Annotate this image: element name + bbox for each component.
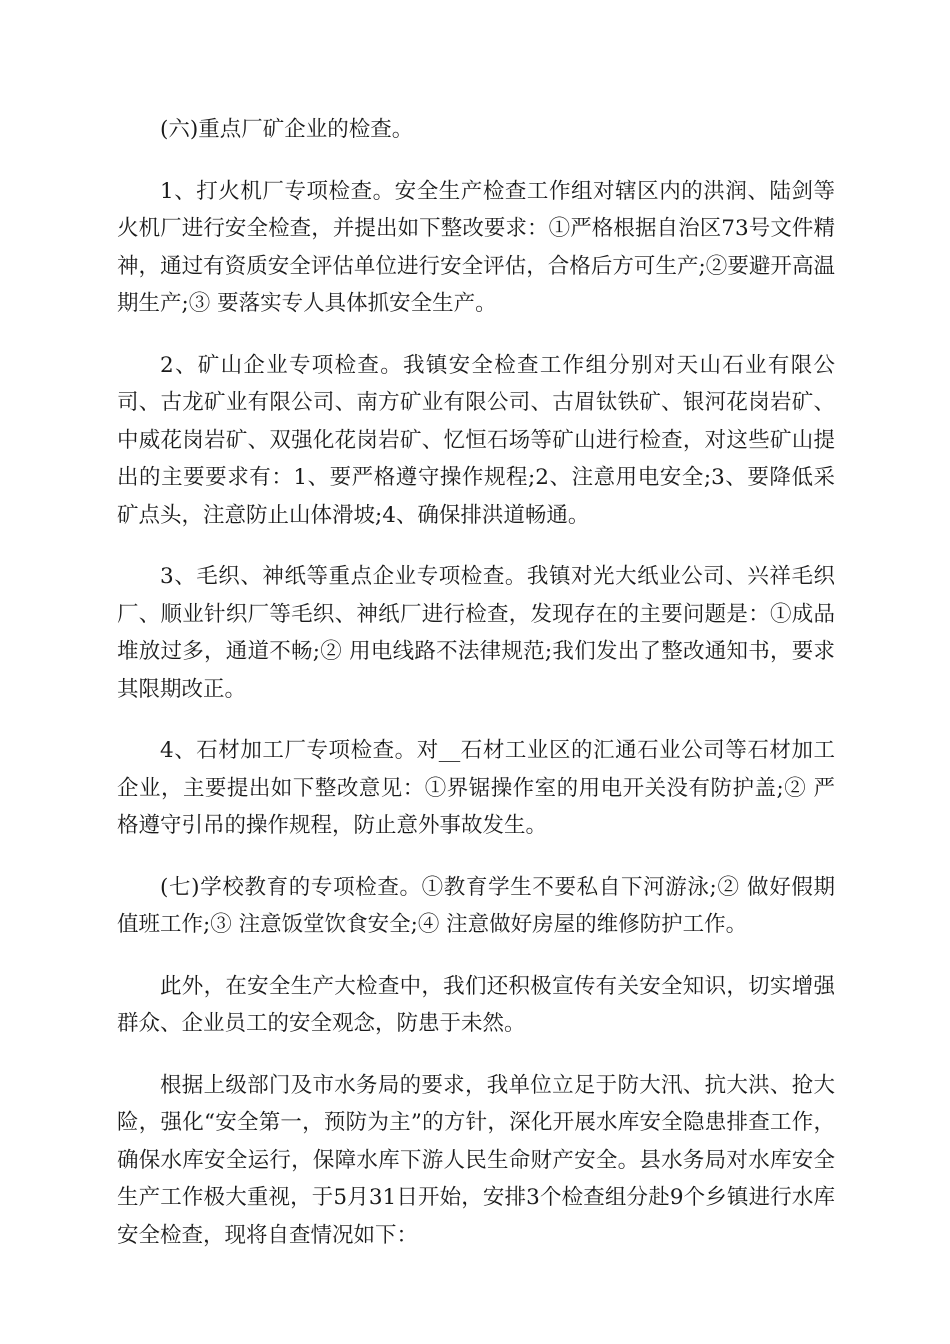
paragraph-textile-paper-inspection: 3、毛织、神纸等重点企业专项检查。我镇对光大纸业公司、兴祥毛织厂、顺业针织厂等毛织、神纸厂进行检查，发现存在的主要问题是：①成品堆放过多，通道不畅;② 用电线路不法律规范;我们发出了整改通知书，要求其限期改正。 xyxy=(117,564,835,702)
paragraph-reservoir-inspection: 根据上级部门及市水务局的要求，我单位立足于防大汛、抗大洪、抢大险，强化“安全第一，预防为主”的方针，深化开展水库安全隐患排查工作，确保水库安全运行，保障水库下游人民生命财产安全。县水务局对水库安全生产工作极大重视，于5月31日开始，安排3个检查组分赴9个乡镇进行水库安全检查，现将自查情况如下： xyxy=(117,1072,835,1248)
paragraph-stone-processing-inspection: 4、石材加工厂专项检查。对__石材工业区的汇通石业公司等石材加工企业，主要提出如下整改意见：①界锯操作室的用电开关没有防护盖;② 严格遵守引吊的操作规程，防止意外事故发生。 xyxy=(117,738,835,838)
document-body xyxy=(117,111,835,1278)
paragraph-safety-publicity: 此外，在安全生产大检查中，我们还积极宣传有关安全知识，切实增强群众、企业员工的安全观念，防患于未然。 xyxy=(117,973,835,1036)
paragraph-mining-inspection: 2、矿山企业专项检查。我镇安全检查工作组分别对天山石业有限公司、古龙矿业有限公司、南方矿业有限公司、古眉钛铁矿、银河花岗岩矿、中威花岗岩矿、双强化花岗岩矿、忆恒石场等矿山进行检查，对这些矿山提出的主要要求有：1、要严格遵守操作规程;2、注意用电安全;3、要降低采矿点头，注意防止山体滑坡;4、确保排洪道畅通。 xyxy=(117,352,835,528)
paragraph-lighter-factory-inspection: 1、打火机厂专项检查。安全生产检查工作组对辖区内的洪润、陆剑等火机厂进行安全检查，并提出如下整改要求：①严格根据自治区73号文件精神，通过有资质安全评估单位进行安全评估，合格后方可生产;②要避开高温期生产;③ 要落实专人具体抓安全生产。 xyxy=(117,178,835,316)
section-heading-key-enterprises: (六)重点厂矿企业的检查。 xyxy=(160,117,414,142)
paragraph-school-inspection: (七)学校教育的专项检查。①教育学生不要私自下河游泳;② 做好假期值班工作;③ 注意饭堂饮食安全;④ 注意做好房屋的维修防护工作。 xyxy=(117,874,835,937)
